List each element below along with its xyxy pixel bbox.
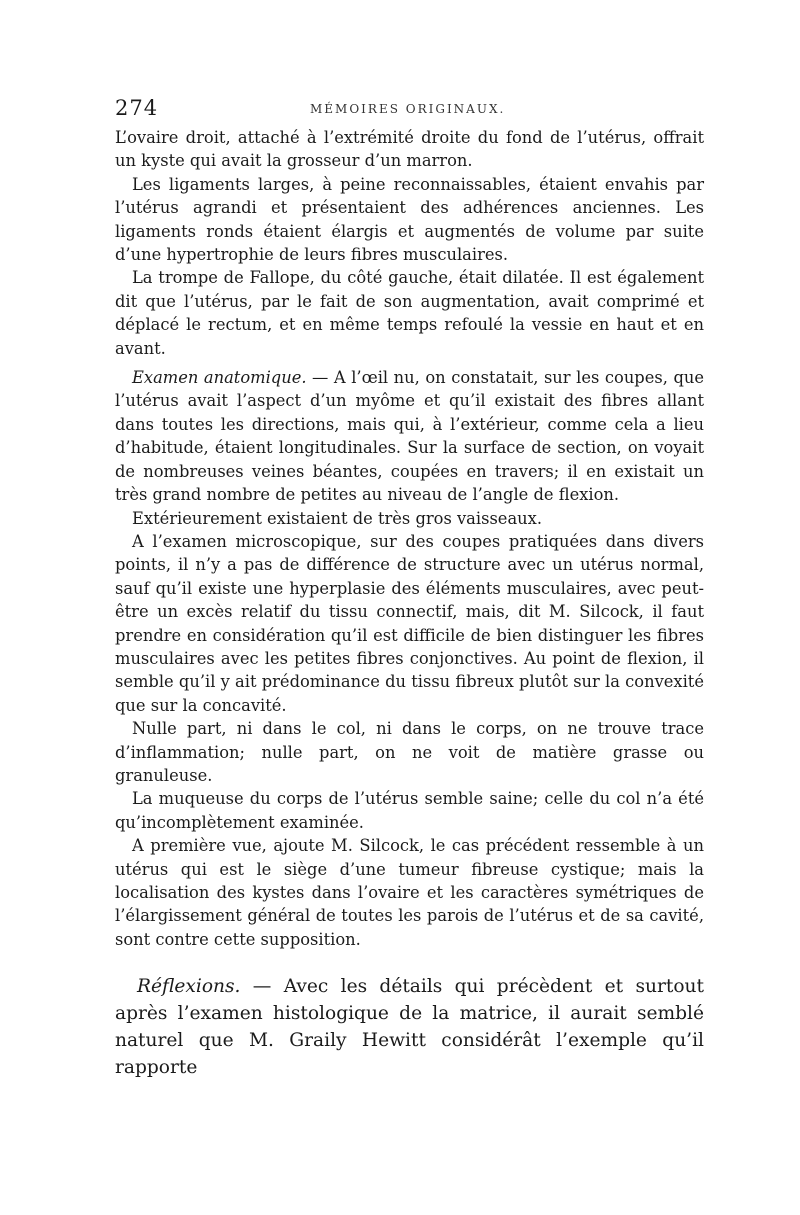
paragraph: Examen anatomique. — A l’œil nu, on constatait, sur les coupes, que l’utérus avait l’aspect d’un myôme et qu’il existait des fibres allant dans toutes les directions, mais qui, à l’extérieur, comme cela a lieu d’habitude, étaient longitudinales. Sur la surface de section, on voyait de nombreuses veines béantes, coupées en travers; il en existait un très grand nombre de petites au niveau de l’angle de flexion. [115, 368, 704, 505]
paragraph: La trompe de Fallope, du côté gauche, était dilatée. Il est également dit que l’utérus, par le fait de son augmentation, avait comprimé et déplacé le rectum, et en même temps refoulé la vessie en haut et en avant. [115, 268, 704, 358]
section-lead: Examen anatomique. [132, 368, 307, 388]
paragraph: Nulle part, ni dans le col, ni dans le corps, on ne trouve trace d’inflammation; nulle part, on ne voit de matière grasse ou granuleuse. [115, 719, 704, 785]
paragraph: Réflexions. — Avec les détails qui précèdent et surtout après l’examen histologique de la matrice, il aurait semblé naturel que M. Graily Hewitt considérât l’exemple qu’il rapporte [115, 976, 704, 1079]
page-number: 274 [115, 96, 159, 120]
paragraph: L’ovaire droit, attaché à l’extrémité droite du fond de l’utérus, offrait un kyste qui avait la grosseur d’un marron. [115, 128, 704, 171]
paragraph: A l’examen microscopique, sur des coupes pratiquées dans divers points, il n’y a pas de différence de structure avec un utérus normal, sauf qu’il existe une hyperplasie des éléments musculaires, avec peut-être un excès relatif du tissu connectif, mais, dit M. Silcock, il faut prendre en considération qu’il est difficile de bien distinguer les fibres musculaires avec les petites fibres conjonctives. Au point de flexion, il semble qu’il y ait prédominance du tissu fibreux plutôt sur la convexité que sur la concavité. [115, 531, 704, 715]
paragraph: A première vue, ajoute M. Silcock, le cas précédent ressemble à un utérus qui est le siège d’une tumeur fibreuse cystique; mais la localisation des kystes dans l’ovaire et les caractères symétriques de l’élargissement général de toutes les parois de l’utérus et de sa cavité, sont contre cette supposition. [115, 836, 704, 949]
section-lead: Réflexions. [137, 976, 241, 998]
page-header [115, 96, 704, 126]
body-text [115, 126, 704, 951]
paragraph: Extérieurement existaient de très gros vaisseaux. [132, 508, 542, 528]
paragraph: Les ligaments larges, à peine reconnaissables, étaient envahis par l’utérus agrandi et présentaient des adhérences anciennes. Les ligaments ronds étaient élargis et augmentés de volume par suite d’une hypertrophie de leurs fibres musculaires. [115, 174, 704, 265]
paragraph: La muqueuse du corps de l’utérus semble saine; celle du col n’a été qu’incomplètement examinée. [115, 789, 704, 832]
running-title: MÉMOIRES ORIGINAUX. [310, 102, 506, 116]
reflexions-section [115, 973, 704, 1081]
